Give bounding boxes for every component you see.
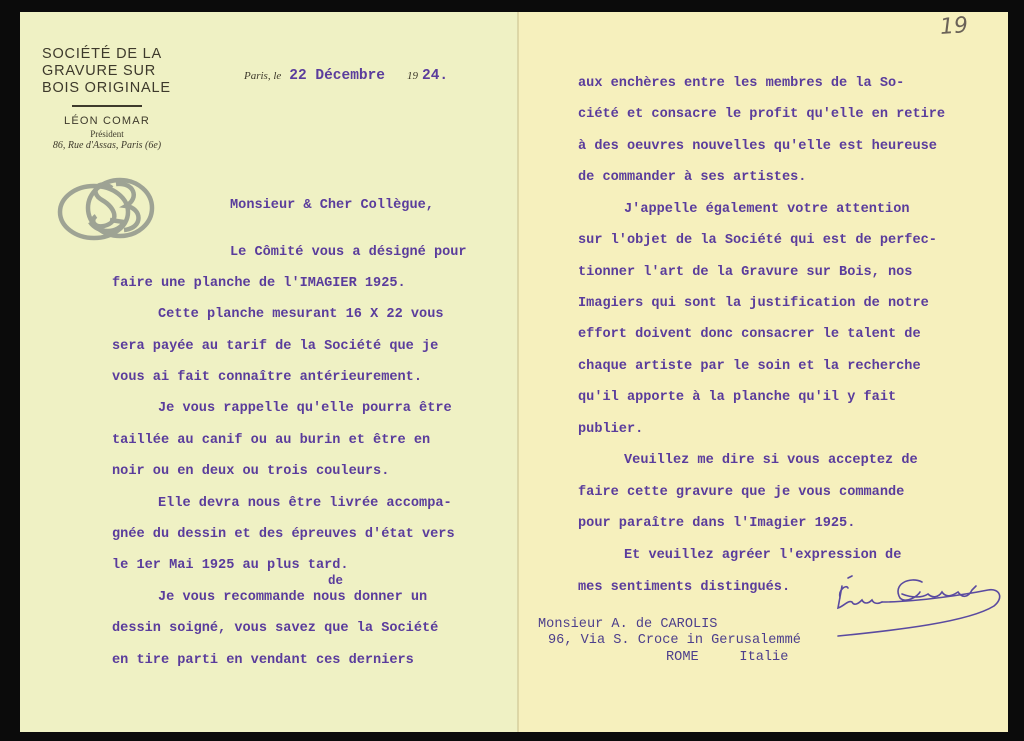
letterhead-address: 86, Rue d'Assas, Paris (6e) [52,139,162,151]
body-line: Je vous rappelle qu'elle pourra être [158,401,452,416]
monogram-icon [54,164,164,254]
body-line: J'appelle également votre attention [624,202,910,217]
body-line: sera payée au tarif de la Société que je [112,339,439,354]
body-line: sur l'objet de la Société qui est de perfec- [578,233,937,248]
org-line: BOIS ORIGINALE [42,80,171,96]
body-line: Elle devra nous être livrée accompa- [158,496,452,511]
dateline [244,66,448,84]
president-title: Président [90,128,124,139]
org-line: GRAVURE SUR [42,63,157,79]
signature-icon [818,564,1008,644]
date-year: 24. [422,68,449,84]
body-line: chaque artiste par le soin et la recherche [578,359,921,374]
body-line: aux enchères entre les membres de la So- [578,76,905,91]
page-fold [517,12,519,732]
interlinear-insert: de [328,574,344,588]
body-line: Et veuillez agréer l'expression de [624,548,902,563]
body-line: publier. [578,422,644,437]
folio-number: 19 [939,13,969,40]
body-line: vous ai fait connaître antérieurement. [112,370,422,385]
body-line: tionner l'art de la Gravure sur Bois, nos [578,265,913,280]
body-line: Cette planche mesurant 16 X 22 vous [158,307,444,322]
body-line: dessin soigné, vous savez que la Société [112,621,439,636]
body-line: en tire parti en vendant ces derniers [112,653,414,668]
body-line: faire cette gravure que je vous commande [578,485,905,500]
body-line: effort doivent donc consacrer le talent de [578,327,921,342]
letterhead-divider [72,105,142,107]
recipient-street: 96, Via S. Croce in Gerusalemmé [548,633,801,648]
date-day-month: 22 Décembre [289,68,385,84]
body-line: Je vous recommande nous donner un [158,590,428,605]
body-line: pour paraître dans l'Imagier 1925. [578,516,856,531]
body-line: Le Cômité vous a désigné pour [230,245,467,260]
salutation: Monsieur & Cher Collègue, [230,198,434,213]
date-prefix: Paris, le [244,70,282,82]
body-line: mes sentiments distingués. [578,580,791,595]
body-line: faire une planche de l'IMAGIER 1925. [112,276,406,291]
org-line: SOCIÉTÉ DE LA [42,46,162,62]
body-line: ciété et consacre le profit qu'elle en retire [578,107,946,122]
body-line: le 1er Mai 1925 au plus tard. [112,558,349,573]
body-line: à des oeuvres nouvelles qu'elle est heureuse [578,139,937,154]
body-line: Veuillez me dire si vous acceptez de [624,453,918,468]
body-line: taillée au canif ou au burin et être en [112,433,431,448]
body-line: gnée du dessin et des épreuves d'état vers [112,527,455,542]
date-century: 19 [407,70,418,82]
organization-name [32,46,182,97]
body-line: qu'il apporte à la planche qu'il y fait [578,390,897,405]
recipient-name: Monsieur A. de CAROLIS [538,617,718,632]
president-name: LÉON COMAR [64,114,150,127]
body-line: Imagiers qui sont la justification de notre [578,296,929,311]
recipient-city: ROME Italie [666,650,789,665]
letterhead [32,46,182,151]
body-line: de commander à ses artistes. [578,170,807,185]
body-line: noir ou en deux ou trois couleurs. [112,464,390,479]
